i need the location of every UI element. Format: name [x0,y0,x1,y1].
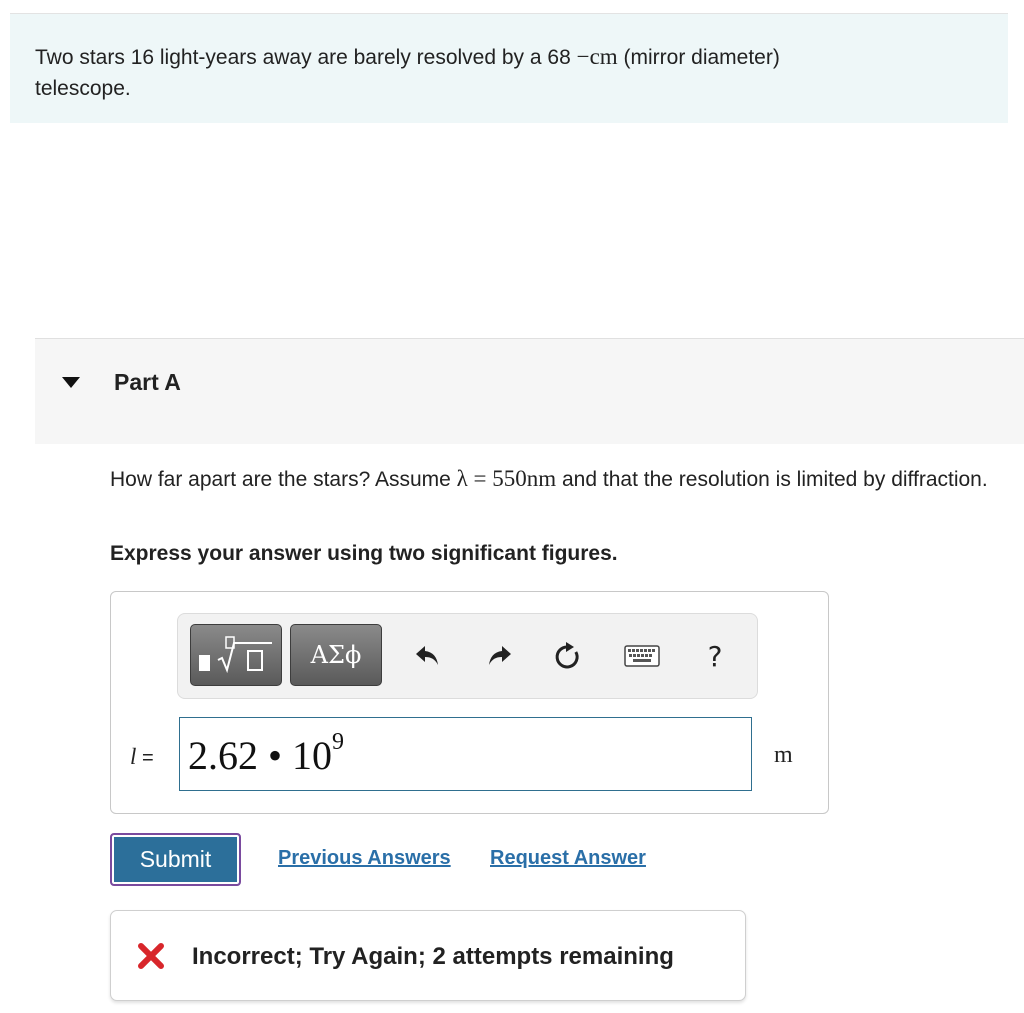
equals-sign: = [136,747,154,769]
problem-text-1: Two stars 16 light-years away are barely resolved by a 68 [35,46,577,69]
instruction: Express your answer using two significant figures. [110,542,618,565]
help-button[interactable]: ? [707,639,723,673]
question-text-1: How far apart are the stars? Assume [110,468,457,491]
templates-button[interactable] [190,624,282,686]
redo-icon[interactable] [479,634,519,678]
question-math: λ = 550nm [456,466,557,491]
incorrect-x-icon [137,942,165,970]
problem-unit-math: −cm [576,44,618,69]
unit-label: m [774,742,793,768]
feedback-text: Incorrect; Try Again; 2 attempts remaining [192,943,674,970]
keyboard-icon[interactable] [622,634,662,678]
part-a-header[interactable] [35,338,1024,444]
problem-text-2: (mirror diameter) [617,46,780,69]
problem-text-3: telescope. [35,77,131,100]
math-toolbar [177,613,758,699]
collapse-caret-icon[interactable] [62,377,80,388]
feedback-box [110,910,746,1001]
question-text [110,463,1010,495]
undo-icon[interactable] [408,634,448,678]
submit-button[interactable]: Submit [110,833,241,886]
reset-icon[interactable] [548,634,588,678]
answer-input[interactable] [179,717,752,791]
answer-box [110,591,829,814]
request-answer-link[interactable]: Request Answer [490,847,646,869]
variable-name: l [130,744,137,769]
question-text-2: and that the resolution is limited by diffraction. [556,468,988,491]
templates-icon [196,635,276,675]
greek-symbols-button[interactable]: ΑΣϕ [290,624,382,686]
answer-mantissa: 2.62 • 10 [188,733,333,778]
answer-exponent: 9 [332,728,345,755]
variable-label [130,744,154,770]
previous-answers-link[interactable]: Previous Answers [278,847,451,869]
problem-statement [10,14,1008,123]
part-title: Part A [114,369,181,395]
